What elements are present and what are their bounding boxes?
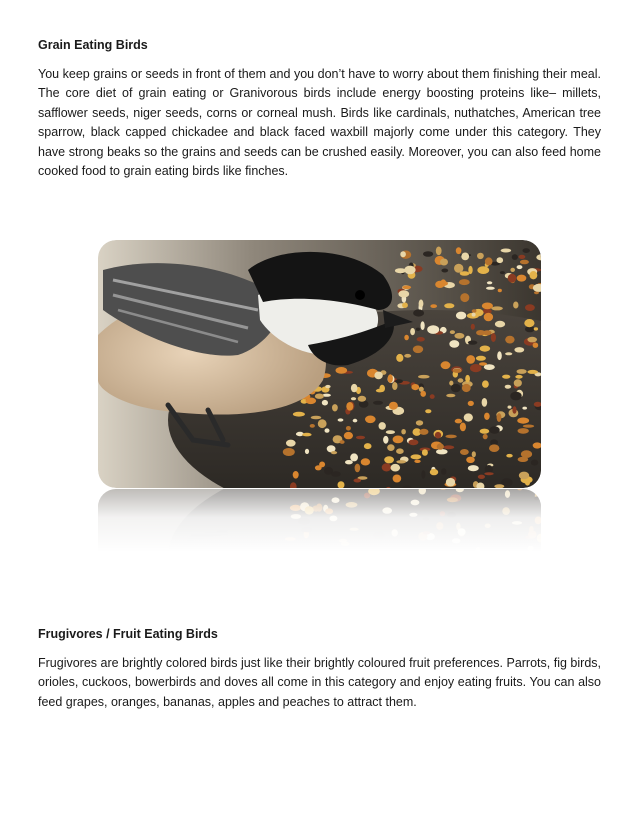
bird-photo-reflection xyxy=(98,489,541,552)
bird-photo-icon xyxy=(98,240,541,488)
section-paragraph: Frugivores are brightly colored birds just like their brightly coloured fruit preferences. Parrots, fig birds, orioles, cuckoos, bowerbirds and doves all come in this category and enjoy eating fruits. You can also feed grapes, oranges, bananas, apples and peaches to attract them. xyxy=(38,656,601,709)
section-heading: Frugivores / Fruit Eating Birds xyxy=(38,627,218,641)
section-heading: Grain Eating Birds xyxy=(38,38,148,52)
section-grain-eating-birds xyxy=(38,36,601,181)
section-fruit-eating-birds xyxy=(38,625,601,712)
bird-photo-figure xyxy=(98,240,541,552)
section-paragraph: You keep grains or seeds in front of them and you don’t have to worry about them finishing their meal. The core diet of grain eating or Granivorous birds include energy boosting proteins like– millets, safflower seeds, niger seeds, corns or corneal mush. Birds like cardinals, nuthatches, American tree sparrow, black capped chickadee and black faced waxbill majorly come under this category. They have strong beaks so the grains and seeds can be crushed easily. Moreover, you can also feed home cooked food to grain eating birds like finches. xyxy=(38,67,601,179)
